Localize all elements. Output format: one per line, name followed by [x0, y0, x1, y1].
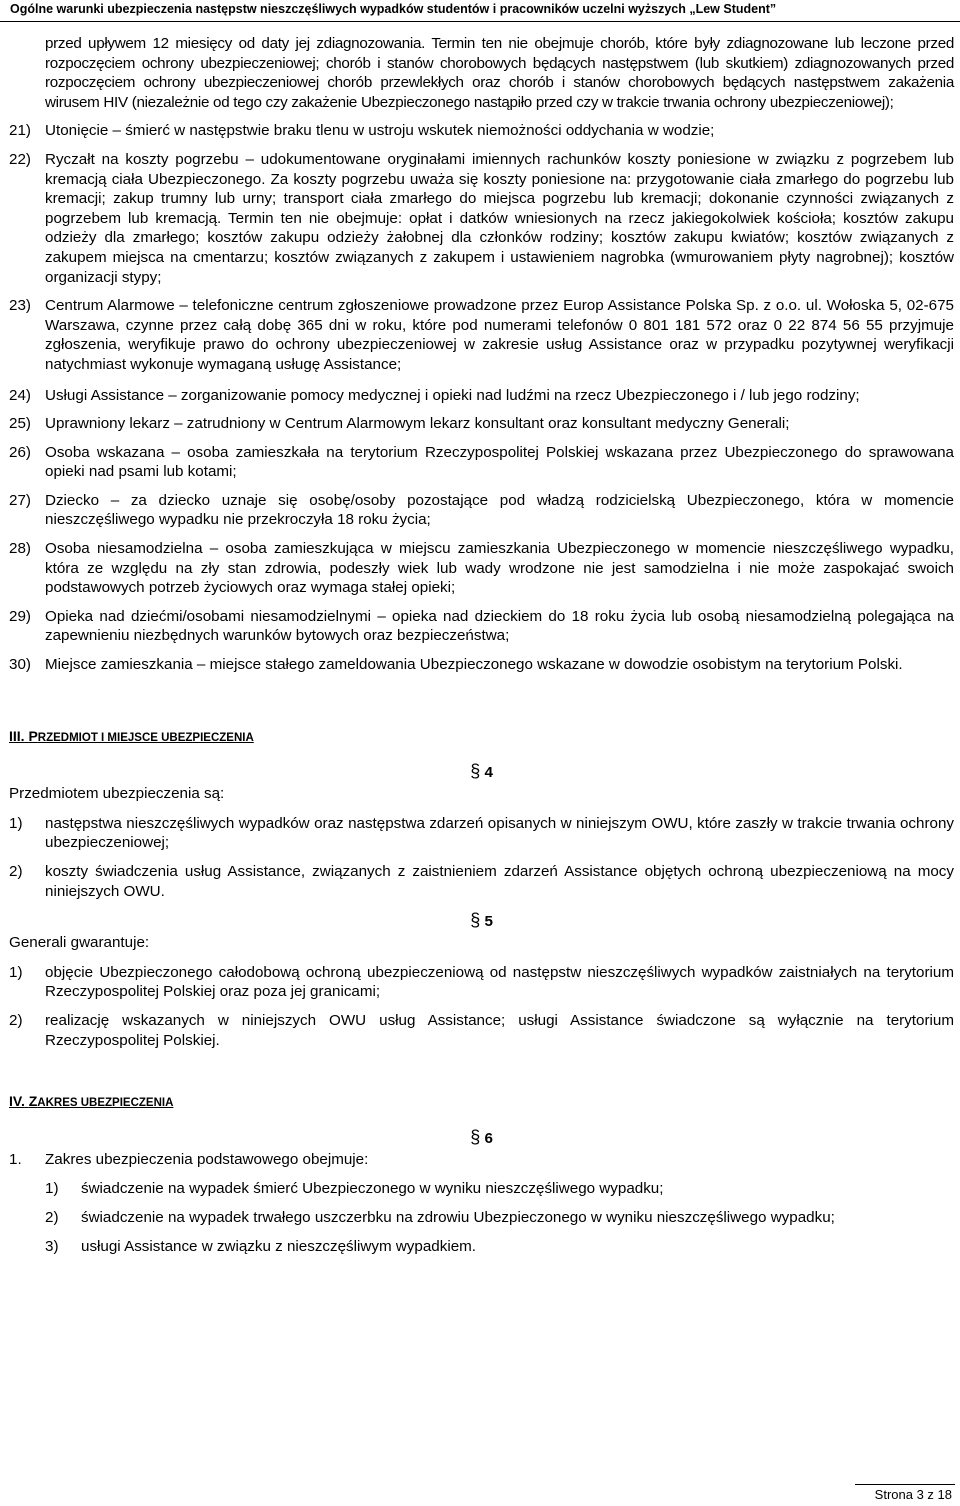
section-heading: [9, 727, 954, 749]
paragraph-num: 4: [484, 764, 493, 782]
definition-number: 28): [9, 540, 31, 558]
point-intro: Zakres ubezpieczenia podstawowego obejmuje:: [45, 1150, 369, 1168]
section-numeral: IV.: [9, 1093, 25, 1110]
definition-text: Miejsce zamieszkania – miejsce stałego zameldowania Ubezpieczonego wskazane w dowodzie osobistym na terytorium Polski.: [45, 656, 903, 674]
definition-text: Osoba wskazana – osoba zamieszkała na terytorium Rzeczypospolitej Polskiej wskazana przez Ubezpieczonego do sprawowana opieki nad psami lub kotami;: [45, 443, 954, 481]
definition-item: [9, 539, 954, 598]
page-number: Strona 3 z 18: [874, 1487, 952, 1502]
definition-number: 30): [9, 656, 31, 674]
definition-number: 24): [9, 386, 31, 404]
list-text: usługi Assistance w związku z nieszczęśliwym wypadkiem.: [81, 1237, 477, 1255]
list-number: 1): [9, 814, 23, 832]
paragraph-symbol: §: [470, 910, 481, 931]
definition-number: 29): [9, 607, 31, 625]
definition-number: 23): [9, 297, 31, 315]
paragraph-number: [9, 762, 954, 784]
definition-number: 25): [9, 415, 31, 433]
definition-text: Opieka nad dziećmi/osobami niesamodzielnymi – opieka nad dzieckiem do 18 roku życia lub osobą niesamodzielną polegająca na zapewnieniu niezbędnych warunków bytowych oraz bezpieczeństwa;: [45, 607, 954, 645]
paragraph-intro: Przedmiotem ubezpieczenia są:: [9, 785, 225, 803]
definition-item: [9, 150, 954, 287]
list-item: [9, 862, 954, 901]
list-text: realizację wskazanych w niniejszych OWU usług Assistance; usługi Assistance świadczone są wyłącznie na terytorium Rzeczypospolitej Polskiej.: [45, 1011, 954, 1049]
section-title-initial: Z: [28, 1093, 38, 1110]
paragraph-number: [9, 911, 954, 933]
definition-text: Dziecko – za dziecko uznaje się osobę/osoby pozostające pod władzą rodzicielską Ubezpieczonego, która w momencie nieszczęśliwego wypadku nie przekroczyła 18 roku życia;: [45, 491, 954, 529]
paragraph-num: 5: [484, 913, 493, 931]
section-title-rest: AKRES UBEZPIECZENIA: [37, 1097, 174, 1110]
definition-text: Uprawniony lekarz – zatrudniony w Centrum Alarmowym lekarz konsultant oraz konsultant medyczny Generali;: [45, 415, 790, 433]
definition-text: Osoba niesamodzielna – osoba zamieszkująca w miejscu zamieszkania Ubezpieczonego w momencie nieszczęśliwego wypadku, która ze względu na zły stan zdrowia, podeszły wiek lub wady wrodzone nie jest samodzielna i nie może zaspokajać swoich podstawowych potrzeb życiowych oraz wymaga stałej opieki;: [45, 540, 954, 597]
list-number: 1): [9, 963, 23, 981]
section-title-initial: P: [28, 727, 38, 744]
list-text: koszty świadczenia usług Assistance, związanych z zaistnieniem zdarzeń Assistance objętych ochroną ubezpieczeniową na mocy niniejszych OWU.: [45, 863, 954, 900]
point-number: 1.: [9, 1150, 22, 1168]
list-number: 2): [9, 863, 23, 880]
definition-text: Utonięcie – śmierć w następstwie braku tlenu w ustroju wskutek niemożności oddychania w wodzie;: [45, 122, 715, 140]
paragraph-symbol: §: [470, 1126, 481, 1147]
page-content: [9, 34, 954, 1265]
list-item: [9, 1237, 954, 1257]
definition-item: [9, 655, 954, 675]
paragraph-number: [9, 1128, 954, 1150]
definition-item: [9, 414, 954, 434]
paragraph-symbol: §: [470, 761, 481, 782]
list-number: 2): [9, 1011, 23, 1029]
definition-text: Usługi Assistance – zorganizowanie pomocy medycznej i opieki nad ludźmi na rzecz Ubezpieczonego i / lub jego rodziny;: [45, 386, 860, 404]
paragraph-num: 6: [484, 1129, 493, 1147]
definition-number: 22): [9, 150, 31, 168]
list-text: świadczenie na wypadek śmierć Ubezpieczonego w wyniku nieszczęśliwego wypadku;: [81, 1180, 664, 1198]
list-item: [9, 1208, 954, 1228]
list-number: 3): [45, 1237, 59, 1255]
section-heading: [9, 1092, 954, 1114]
definition-text: Centrum Alarmowe – telefoniczne centrum zgłoszeniowe prowadzone przez Europ Assistance Polska Sp. z o.o. ul. Wołoska 5, 02-675 Warszawa, czynne przez całą dobę 365 dni w roku, które pod numerami telefonów 0 801 181 572 oraz 0 22 874 56 55 przyjmuje zgłoszenia, weryfikuje prawo do ochrony ubezpieczeniowej w zakresie usług Assistance oraz w przypadku pozytywnej weryfikacji natychmiast wykonuje wymaganą usługę Assistance;: [45, 297, 954, 373]
definition-number: 26): [9, 443, 31, 461]
section-numeral: III.: [9, 727, 25, 744]
definition-item: [9, 121, 954, 141]
point-item: [9, 1150, 954, 1170]
section-title-rest: RZEDMIOT I MIEJSCE UBEZPIECZENIA: [37, 731, 254, 744]
definition-text: Ryczałt na koszty pogrzebu – udokumentowane oryginałami imiennych rachunków koszty poniesione w związku z pogrzebem lub kremacją ciała Ubezpieczonego. Za koszty pogrzebu uważa się koszty poniesione na: przygotowanie ciała zmarłego do pogrzebu lub kremacji; zakup trumny lub urny; transport ciała zmarłego do miejsca pogrzebu lub kremacji; dokonanie czynności związanych z pogrzebem lub kremacją. Termin ten nie obejmuje: opłat i datków wniesionych na rzecz jakiegokolwiek kościoła; kosztów zakupu odzieży dla zmarłego; kosztów zakupu odzieży żałobnej dla członków rodziny; kosztów zakupu kwiatów; kosztów związanych z zakupem miejsca na cmentarzu; kosztów związanych z zakupem i ustawieniem nagrobka (wmurowaniem płyty nagrobnej); kosztów organizacji stypy;: [45, 150, 954, 286]
definition-number: 27): [9, 491, 31, 509]
list-item: [9, 963, 954, 1002]
list-item: [9, 814, 954, 853]
definition-continuation: przed upływem 12 miesięcy od daty jej zdiagnozowania. Termin ten nie obejmuje chorób, które były zdiagnozowane lub leczone przed rozpoczęciem ochrony ubezpieczeniowej; chorób i stanów chorobowych będących następstwem (lub skutkiem) zdiagnozowanych przed rozpoczęciem ochrony ubezpieczeniowej chorób przewlekłych oraz chorób i stanów chorobowych będących następstwem zakażenia wirusem HIV (niezależnie od tego czy zakażenie Ubezpieczonego nastąpiło przed czy w trakcie trwania ochrony ubezpieczeniowej);: [45, 35, 954, 111]
list-text: świadczenie na wypadek trwałego uszczerbku na zdrowiu Ubezpieczonego w wyniku nieszczęśliwego wypadku;: [81, 1208, 835, 1226]
definition-item: [9, 443, 954, 482]
definition-item: [9, 607, 954, 646]
list-text: następstwa nieszczęśliwych wypadków oraz następstwa zdarzeń opisanych w niniejszym OWU, które zaszły w trakcie trwania ochrony ubezpieczeniowej;: [45, 814, 954, 852]
document-header: Ogólne warunki ubezpieczenia następstw nieszczęśliwych wypadków studentów i pracowników uczelni wyższych „Lew Student”: [0, 0, 960, 22]
list-text: objęcie Ubezpieczonego całodobową ochroną ubezpieczeniową od następstw nieszczęśliwych wypadków zaistniałych na terytorium Rzeczypospolitej Polskiej oraz poza jej granicami;: [45, 963, 954, 1001]
list-item: [9, 1179, 954, 1199]
definition-item: [9, 386, 954, 406]
definition-item: [9, 296, 954, 374]
definition-number: 21): [9, 122, 31, 140]
list-item: [9, 1011, 954, 1050]
footer-rule: [855, 1484, 955, 1485]
list-number: 2): [45, 1208, 59, 1226]
definition-item: [9, 491, 954, 530]
paragraph-intro: Generali gwarantuje:: [9, 934, 150, 952]
list-number: 1): [45, 1180, 59, 1198]
